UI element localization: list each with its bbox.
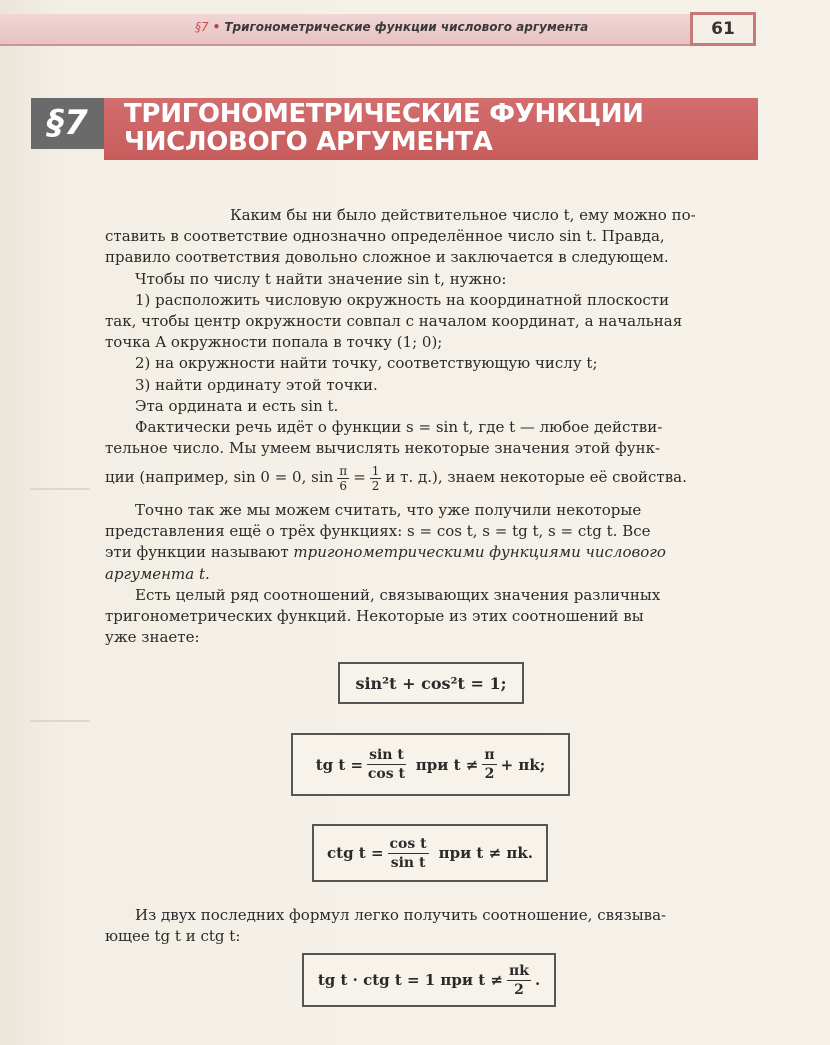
fraction-numerator: πk bbox=[508, 962, 529, 979]
text-line: Из двух последних формул легко получить соотношение, связыва- bbox=[135, 906, 667, 924]
text-line: Есть целый ряд соотношений, связывающих значения различных bbox=[135, 585, 661, 604]
paragraph-intro bbox=[105, 205, 757, 459]
text-line: представления ещё о трёх функциях: s = cos t, s = tg t, s = ctg t. Все bbox=[105, 522, 651, 541]
paragraph-values-line bbox=[105, 460, 757, 494]
header-rule bbox=[0, 44, 690, 46]
fraction-denominator: 6 bbox=[339, 478, 348, 493]
text-line: Каким бы ни было действительное число t, ему можно по- bbox=[230, 206, 696, 224]
formula-text: ctg t = bbox=[327, 844, 384, 862]
formula-tg-ctg-product bbox=[302, 953, 556, 1007]
paragraph-relation bbox=[105, 905, 757, 947]
text-line: Точно так же мы можем считать, что уже получили некоторые bbox=[135, 501, 642, 519]
formula-pythagorean-identity bbox=[338, 662, 524, 704]
formula-text: sin²t + cos²t = 1; bbox=[355, 673, 507, 693]
running-section-mark: §7 bbox=[195, 20, 209, 34]
fraction-pi-6 bbox=[337, 464, 349, 493]
section-title bbox=[124, 100, 644, 156]
text-line bbox=[105, 542, 757, 563]
text-line: 1) расположить числовую окружность на координатной плоскости bbox=[135, 290, 670, 309]
fraction-numerator: cos t bbox=[389, 835, 427, 852]
fraction-numerator: π bbox=[484, 747, 495, 763]
formula-tangent-definition bbox=[291, 733, 570, 796]
text-line: Фактически речь идёт о функции s = sin t, где t — любое действи- bbox=[135, 418, 663, 437]
page-number: 61 bbox=[690, 12, 756, 46]
text-segment: эти функции называют bbox=[105, 543, 289, 562]
formula-text: tg t · ctg t = 1 при t ≠ bbox=[317, 971, 503, 989]
text-line: ставить в соответствие однозначно определённое число sin t. Правда, bbox=[105, 227, 665, 246]
formula-condition: при t ≠ πk. bbox=[438, 844, 533, 862]
text-line: тригонометрических функций. Некоторые из этих соотношений вы bbox=[105, 607, 644, 626]
equals-sign: = bbox=[353, 468, 366, 486]
formula-text: tg t = bbox=[315, 755, 364, 774]
bullet-icon: • bbox=[212, 20, 221, 34]
text-line: 3) найти ординату этой точки. bbox=[135, 375, 378, 394]
text-line: ющее tg t и ctg t: bbox=[105, 927, 241, 946]
text-segment: и т. д.), знаем некоторые её свойства. bbox=[385, 468, 687, 486]
section-number-badge: §7 bbox=[31, 98, 104, 149]
section-title-line-2: ЧИСЛОВОГО АРГУМЕНТА bbox=[124, 127, 493, 157]
fraction-one-half bbox=[370, 464, 382, 493]
text-line: точка A окружности попала в точку (1; 0); bbox=[105, 333, 443, 352]
formula-text: . bbox=[534, 971, 541, 989]
formula-text: + πk; bbox=[500, 755, 546, 774]
text-line: Чтобы по числу t найти значение sin t, нужно: bbox=[135, 269, 507, 288]
margin-mark bbox=[30, 488, 90, 490]
fraction-denominator: cos t bbox=[367, 766, 405, 782]
text-segment: ции (например, sin 0 = 0, sin bbox=[105, 468, 334, 486]
formula-condition: при t ≠ bbox=[415, 755, 479, 774]
fraction-denominator: 2 bbox=[514, 981, 524, 998]
text-line: Эта ордината и есть sin t. bbox=[135, 396, 339, 415]
running-title-text: Тригонометрические функции числового аргумента bbox=[224, 20, 589, 34]
fraction-numerator: sin t bbox=[369, 747, 404, 763]
fraction-numerator: 1 bbox=[371, 463, 380, 478]
text-line: так, чтобы центр окружности совпал с началом координат, а начальная bbox=[105, 312, 683, 331]
term-italic: аргумента t. bbox=[105, 564, 210, 583]
text-line: 2) на окружности найти точку, соответствующую числу t; bbox=[135, 354, 598, 373]
fraction-cos-over-sin bbox=[388, 835, 429, 872]
fraction-denominator: sin t bbox=[390, 854, 426, 871]
running-title bbox=[195, 20, 588, 34]
text-line: тельное число. Мы умеем вычислять некоторые значения этой функ- bbox=[105, 439, 661, 458]
running-header bbox=[0, 0, 830, 48]
section-title-line-1: ТРИГОНОМЕТРИЧЕСКИЕ ФУНКЦИИ bbox=[124, 99, 644, 129]
fraction-denominator: 2 bbox=[371, 478, 380, 493]
fraction-pi-over-2 bbox=[482, 746, 496, 783]
paragraph-other-functions bbox=[105, 500, 757, 648]
fraction-denominator: 2 bbox=[484, 766, 495, 782]
fraction-pik-over-2 bbox=[507, 962, 531, 999]
formula-cotangent-definition bbox=[312, 824, 548, 882]
text-line: правило соответствия довольно сложное и заключается в следующем. bbox=[105, 248, 669, 267]
term-italic: тригонометрическими функциями числового bbox=[293, 543, 666, 562]
text-line: уже знаете: bbox=[105, 628, 200, 647]
fraction-numerator: π bbox=[339, 463, 348, 478]
fraction-sin-over-cos bbox=[367, 746, 406, 783]
margin-mark bbox=[30, 720, 90, 722]
